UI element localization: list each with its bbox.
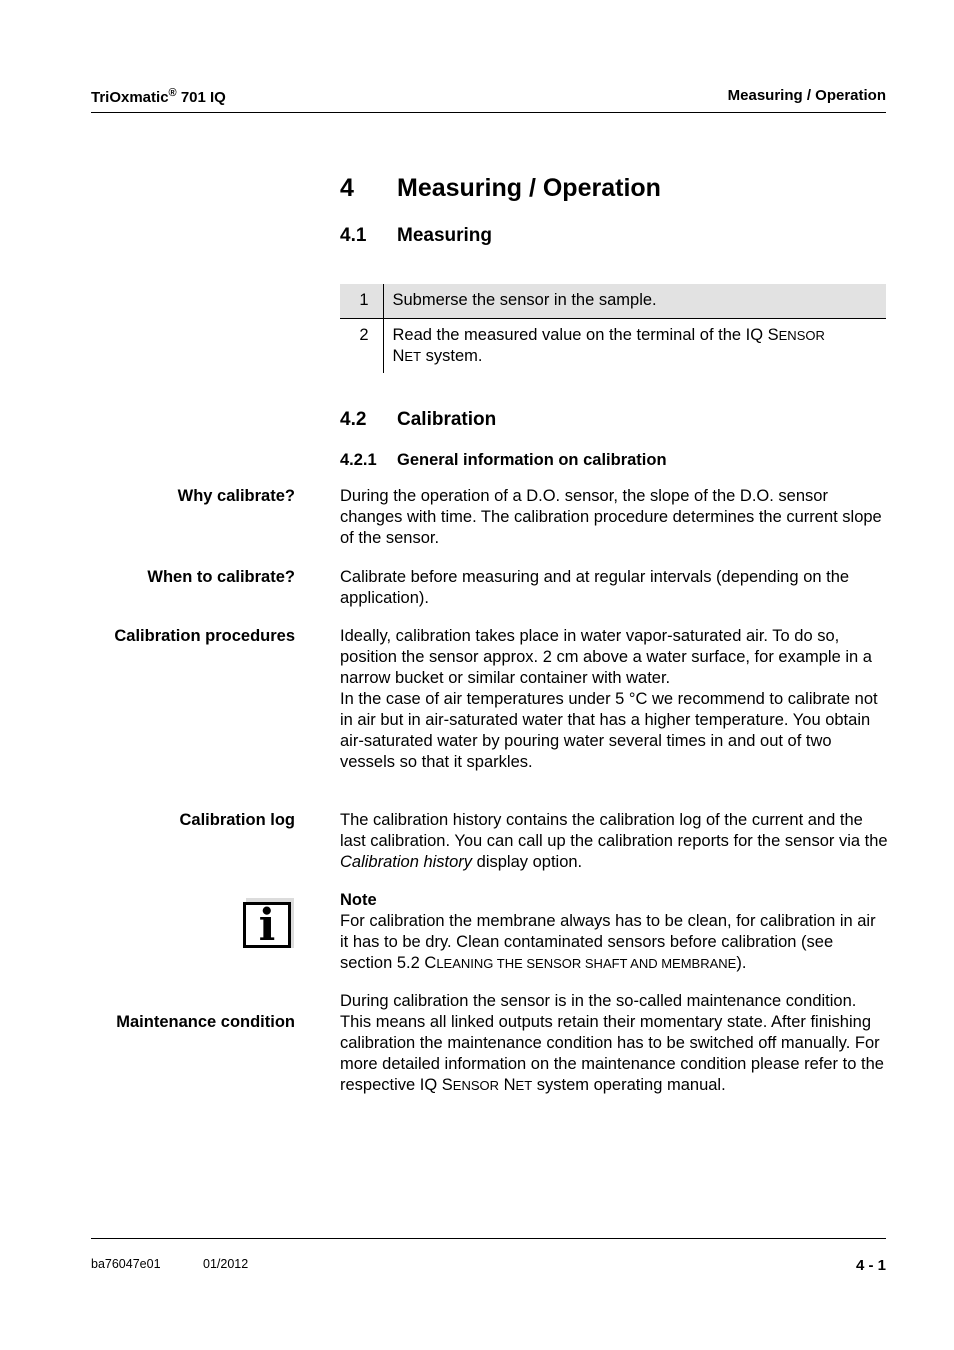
section-4-2-1-title: General information on calibration (397, 451, 667, 469)
steps-table (340, 284, 886, 373)
procedures-paragraph: Ideally, calibration takes place in water vapor-saturated air. To do so, position the sensor approx. 2 cm above a water surface, for example in a narrow bucket or similar container with water. In the case of air temperatures under 5 °C we recommend to calibrate not in air but in air-saturated water that has a higher temperature. You obtain air-saturated water by pouring water several times in and out of two vessels so that it sparkles. (340, 627, 878, 771)
footer-rule (91, 1238, 886, 1239)
footer-doc-number: ba76047e01 (91, 1257, 161, 1271)
section-4-1-title: Measuring (397, 225, 493, 246)
why-paragraph: During the operation of a D.O. sensor, the slope of the D.O. sensor changes with time. The calibration procedure determines the current slope of the sensor. (340, 487, 882, 547)
chapter-number: 4 (340, 174, 354, 202)
step-row (340, 284, 886, 318)
header-rule (91, 112, 886, 113)
footer-page-number: 4 - 1 (855, 1257, 886, 1274)
when-paragraph: Calibrate before measuring and at regular intervals (depending on the application). (340, 568, 850, 607)
margin-label-why: Why calibrate? (177, 487, 295, 505)
running-header-product: TriOxmatic® 701 IQ (91, 87, 226, 106)
log-paragraph: The calibration history contains the calibration log of the current and the last calibration. You can call up the calibration reports for the sensor via the Calibration history display option. (340, 811, 888, 871)
info-icon: i (243, 902, 291, 948)
step-number: 1 (340, 284, 383, 318)
note-paragraph: For calibration the membrane always has to be clean, for calibration in air it has to be dry. Clean contaminated sensors before calibration (see section 5.2 CLEANING THE SENSOR SHAFT AND MEMBRANE). (340, 912, 876, 972)
step-row (340, 318, 886, 373)
running-header-section: Measuring / Operation (727, 87, 886, 104)
step-text: Read the measured value on the terminal of the IQ SENSOR NET system. (392, 325, 825, 365)
margin-label-maintenance: Maintenance condition (116, 1013, 295, 1031)
section-4-2-number: 4.2 (340, 409, 367, 430)
step-number: 2 (340, 318, 383, 373)
margin-label-procedures: Calibration procedures (114, 627, 295, 645)
section-4-2-title: Calibration (397, 409, 497, 430)
maintenance-paragraph: During calibration the sensor is in the so-called maintenance condition. This means all linked outputs retain their momentary state. After finishing calibration the maintenance condition has to be switched off manually. For more detailed information on the maintenance condition please refer to the respective IQ SENSOR NET system operating manual. (340, 992, 884, 1094)
margin-label-when: When to calibrate? (147, 568, 295, 586)
section-4-2-1-number: 4.2.1 (340, 451, 377, 469)
chapter-title: Measuring / Operation (397, 174, 661, 202)
footer-date: 01/2012 (203, 1257, 249, 1271)
step-text: Submerse the sensor in the sample. (383, 284, 886, 318)
margin-label-log: Calibration log (179, 811, 295, 829)
section-4-1-number: 4.1 (340, 225, 367, 246)
note-title: Note (340, 891, 377, 909)
